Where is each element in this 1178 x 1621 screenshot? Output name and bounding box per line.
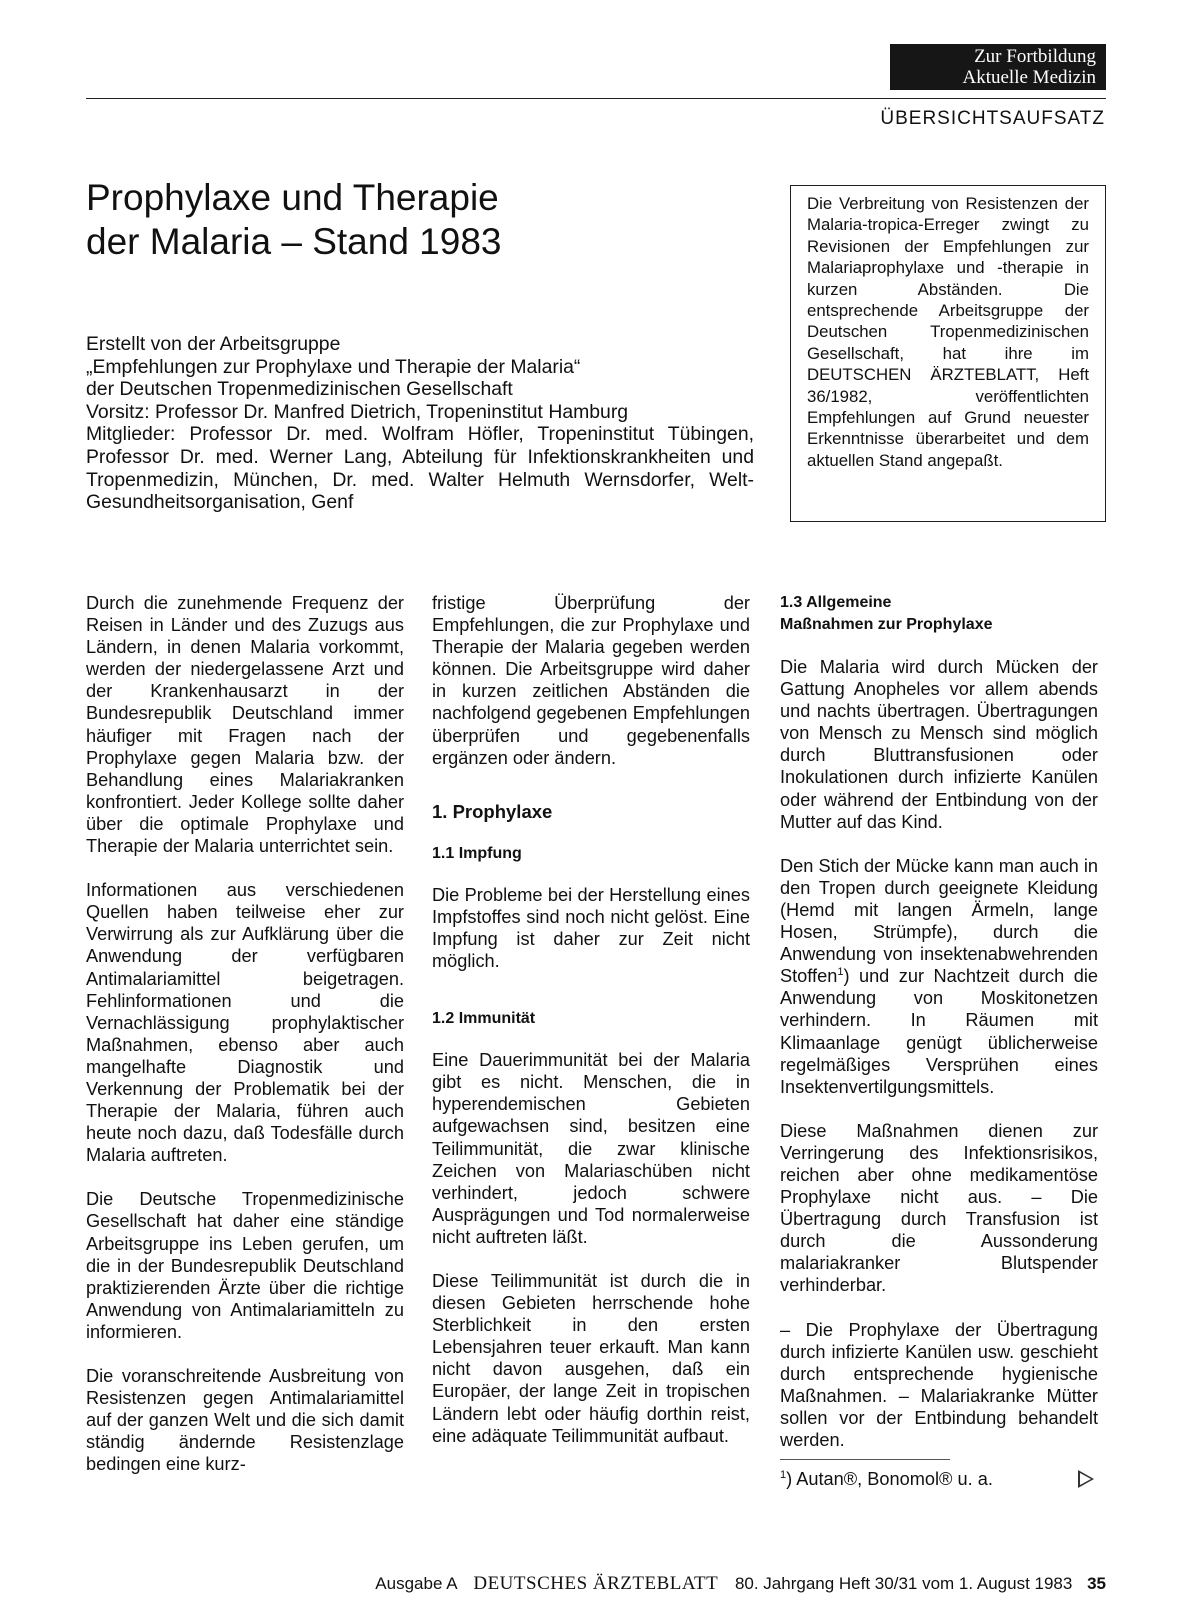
footnote-ref: 1 xyxy=(837,966,844,979)
author-line: Mitglieder: Professor Dr. med. Wolfram Höfler, Tropeninstitut Tübingen, Professor Dr. med. Werner Lang, Abteilung für Infektionskrankheiten und Tropenmedizin, München, Dr. med. Walter Helmuth Wernsdorfer, Welt-Gesundheitsorganisation, Genf xyxy=(86,423,754,514)
badge-line-2: Aktuelle Medizin xyxy=(962,67,1096,88)
paragraph: fristige Überprüfung der Empfehlungen, die zur Prophylaxe und Therapie der Malaria gegeben werden können. Die Arbeitsgruppe wird daher in kurzen zeitlichen Abständen die nachfolgend gegebenen Empfehlungen überprüfen und gegebenenfalls ergänzen oder ändern. xyxy=(432,593,750,768)
column-2 xyxy=(432,592,750,1469)
footer-edition: Ausgabe A xyxy=(375,1574,457,1593)
text-run: Den Stich der Mücke kann man auch in den Tropen durch geeignete Kleidung (Hemd mit langen Ärmeln, lange Hosen, Strümpfe), durch die Anwendung von insektenabwehrenden Stoffen xyxy=(780,855,1098,987)
title-line-2: der Malaria – Stand 1983 xyxy=(86,221,502,262)
author-line: Erstellt von der Arbeitsgruppe xyxy=(86,333,341,355)
section-badge xyxy=(890,44,1106,90)
paragraph: Informationen aus verschiedenen Quellen haben teilweise eher zur Verwirrung als zur Aufklärung über die Anwendung der verfügbaren Antimalariamittel beigetragen. Fehlinformationen und die Vernachlässigung prophylaktischer Maßnahmen, ebenso aber auch mangelhafte Diagnostik und Verkennung der Problematik bei der Therapie der Malaria, führen auch heute noch dazu, daß Todesfälle durch Malaria auftreten. xyxy=(86,880,404,1166)
paragraph: Die Probleme bei der Herstellung eines Impfstoffes sind noch nicht gelöst. Eine Impfung ist daher zur Zeit nicht möglich. xyxy=(432,884,750,972)
paragraph: Durch die zunehmende Frequenz der Reisen in Länder und des Zuzugs aus Ländern, in denen Malaria vorkommt, werden der niedergelassene Arzt und der Krankenhausarzt in der Bundesrepublik Deutschland immer häufiger mit Fragen nach der Prophylaxe gegen Malaria bzw. der Behandlung eines Malariakranken konfrontiert. Jeder Kollege sollte daher über die optimale Prophylaxe und Therapie der Malaria unterrichtet sein. xyxy=(86,593,404,857)
heading-prophylaxe: 1. Prophylaxe xyxy=(432,800,553,822)
paragraph: Die Deutsche Tropenmedizinische Gesellschaft hat daher eine ständige Arbeitsgruppe ins Leben gerufen, um die in der Bundesrepublik Deutschland praktizierenden Ärzte über die richtige Anwendung von Antimalariamitteln zu informieren. xyxy=(86,1189,404,1342)
column-1 xyxy=(86,592,404,1497)
header-rule xyxy=(86,98,1106,99)
paragraph: Die voranschreitende Ausbreitung von Resistenzen gegen Antimalariamittel auf der ganzen Welt und die sich damit ständig ändernde Resistenzlage bedingen eine kurz- xyxy=(86,1366,404,1475)
author-line: Vorsitz: Professor Dr. Manfred Dietrich, Tropeninstitut Hamburg xyxy=(86,400,629,423)
paragraph: Die Malaria wird durch Mücken der Gattung Anopheles vor allem abends und nachts übertragen. Übertragungen von Mensch zu Mensch sind möglich durch Bluttransfusionen oder Inokulationen durch infizierte Kanülen oder während der Entbindung von der Mutter auf das Kind. xyxy=(780,657,1098,832)
badge-line-1: Zur Fortbildung xyxy=(974,46,1096,67)
heading-line-2: Maßnahmen zur Prophylaxe xyxy=(780,616,993,633)
author-line: „Empfehlungen zur Prophylaxe und Therapie der Malaria“ xyxy=(86,355,581,378)
section-label: ÜBERSICHTSAUFSATZ xyxy=(880,108,1105,129)
paragraph xyxy=(780,855,1098,1098)
heading-line-1: 1.3 Allgemeine xyxy=(780,594,892,611)
heading-immunitaet: 1.2 Immunität xyxy=(432,1010,536,1028)
heading-allgemeine-massnahmen xyxy=(780,592,1098,636)
author-block xyxy=(86,333,754,514)
text-run: ) und zur Nachtzeit durch die Anwendung von Moskitonetzen verhindern. In Räumen mit Klimaanlage genügt üblicherweise regelmäßiges Versprühen eines Insektenvertilgungsmittels. xyxy=(780,966,1098,1097)
heading-impfung: 1.1 Impfung xyxy=(432,844,522,862)
article-title xyxy=(86,176,706,264)
footnote-rule xyxy=(780,1459,950,1460)
paragraph: Diese Teilimmunität ist durch die in diesen Gebieten herrschende hohe Sterblichkeit in den ersten Lebensjahren teuer erkauft. Man kann nicht davon ausgehen, daß ein Europäer, der lange Zeit in tropischen Ländern lebt oder häufig dorthin reist, eine adäquate Teilimmunität aufbaut. xyxy=(432,1270,750,1446)
paragraph: – Die Prophylaxe der Übertragung durch infizierte Kanülen usw. geschieht durch entsprechende hygienische Maßnahmen. – Malariakranke Mütter sollen vor der Entbindung behandelt werden. xyxy=(780,1319,1098,1450)
footnote xyxy=(780,1468,1098,1490)
page-number: 35 xyxy=(1087,1574,1106,1593)
footer-journal: DEUTSCHES ÄRZTEBLATT xyxy=(473,1573,719,1594)
summary-box: Die Verbreitung von Resistenzen der Malaria-tropica-Erreger zwingt zu Revisionen der Empfehlungen zur Malariaprophylaxe und -therapie in kurzen Abständen. Die entsprechende Arbeitsgruppe der Deutschen Tropenmedizinischen Gesellschaft, hat ihre im DEUTSCHEN ÄRZTEBLATT, Heft 36/1982, veröffentlichten Empfehlungen auf Grund neuester Erkenntnisse überarbeitet und dem aktuellen Stand angepaßt. xyxy=(790,185,1106,522)
footer-issue: 80. Jahrgang Heft 30/31 vom 1. August 1983 xyxy=(734,1574,1073,1593)
page-footer xyxy=(0,1573,1106,1595)
author-line: der Deutschen Tropenmedizinischen Gesellschaft xyxy=(86,378,513,401)
title-line-1: Prophylaxe und Therapie xyxy=(86,177,499,218)
continue-arrow-icon xyxy=(1078,1470,1094,1488)
footnote-text: ) Autan®, Bonomol® u. a. xyxy=(786,1469,993,1490)
footnote-number: 1 xyxy=(780,1469,787,1482)
column-3 xyxy=(780,592,1098,1490)
paragraph: Diese Maßnahmen dienen zur Verringerung des Infektionsrisikos, reichen aber ohne medikamentöse Prophylaxe nicht aus. – Die Übertragung durch Transfusion ist durch die Aussonderung malariakranker Blutspender verhinderbar. xyxy=(780,1120,1098,1296)
paragraph: Eine Dauerimmunität bei der Malaria gibt es nicht. Menschen, die in hyperendemischen Gebieten aufgewachsen sind, besitzen eine Teilimmunität, die zwar klinische Zeichen von Malariaschüben nicht verhindert, jedoch schwere Ausprägungen und Tod normalerweise nicht auftreten läßt. xyxy=(432,1050,750,1247)
